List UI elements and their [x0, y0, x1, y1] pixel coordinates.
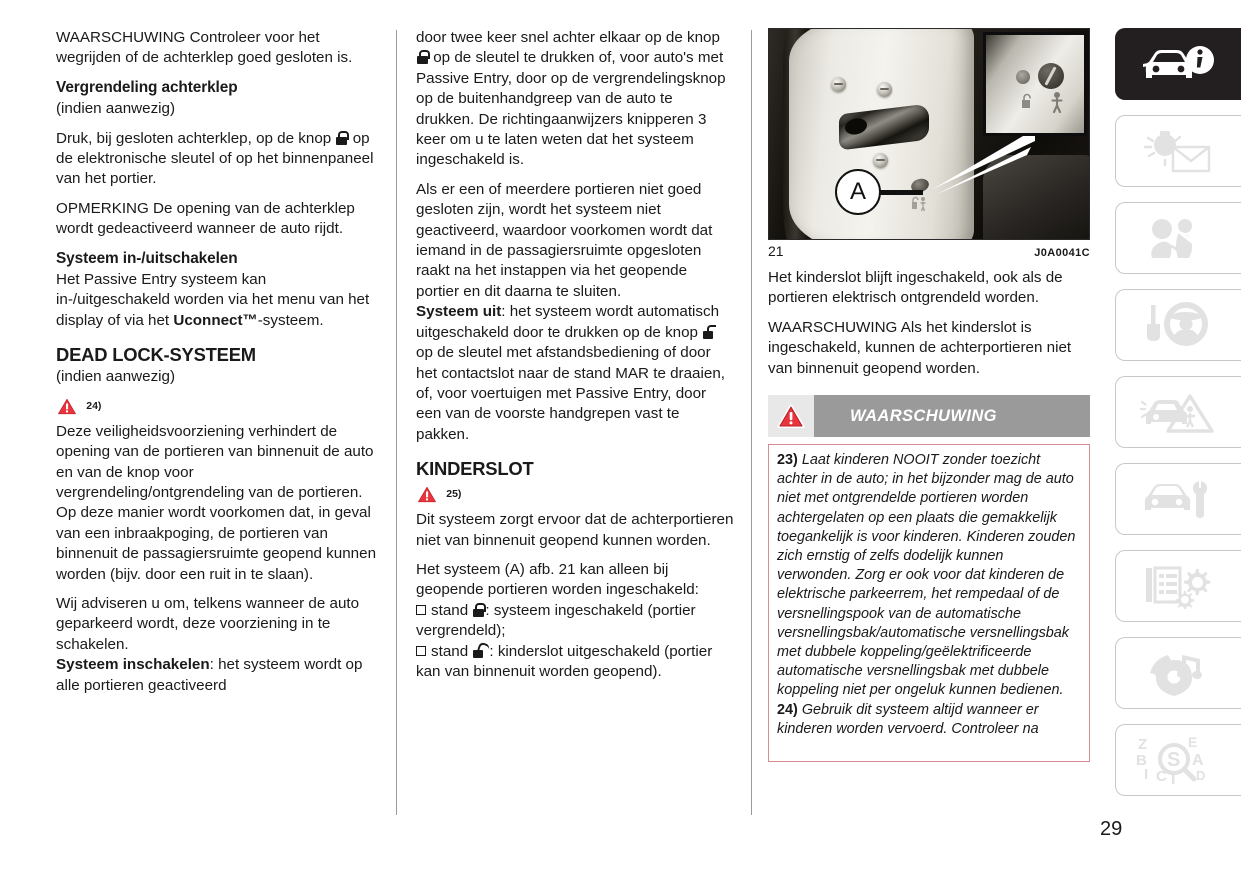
knop-sleutel-b: op de sleutel te drukken of, voor auto's met Passive Entry, door op de vergrendelingsknop op de buitenhandgreep van de auto te drukken. De richtingaanwijzers knipperen 3 keer om u te laten weten dat het systeem ingeschakeld is.: [416, 49, 726, 169]
tab-car-maintenance[interactable]: [1115, 463, 1241, 535]
reference-number-24: 24): [86, 399, 102, 412]
tab-emergency-roadside[interactable]: [1115, 376, 1241, 448]
dashboard-warning-lights-icon: [1140, 128, 1218, 174]
knop-sleutel-a: door twee keer snel achter elkaar op de knop: [416, 29, 720, 46]
tab-dashboard-warning-lights[interactable]: [1115, 115, 1241, 187]
svg-text:E: E: [1187, 735, 1197, 750]
lock-open-shackle-icon: [473, 644, 488, 658]
label-systeem-uit: Systeem uit: [416, 303, 502, 321]
paragraph-passive-entry-menu: [56, 270, 381, 331]
warning-triangle-icon-2: [416, 485, 438, 504]
figure-number: 21: [768, 243, 784, 259]
label-systeem-inschakelen: Systeem inschakelen: [56, 656, 210, 674]
inset-padlock-symbol: [1020, 93, 1038, 111]
paragraph-druk-knop-before: Druk, bij gesloten achterklep, op de knop: [56, 129, 332, 147]
warning-reference-24: [56, 397, 381, 416]
svg-text:S: S: [1166, 749, 1180, 771]
systeem-uit-b: op de sleutel met afstandsbediening of door het contactslot naar de stand MAR te draaien, of, voor voertuigen met Passive Entry, door een van de voorste handgrepen vast te pakken.: [416, 344, 725, 443]
photo-screw-2: [877, 82, 892, 97]
paragraph-kinderslot-description: Dit systeem zorgt ervoor dat de achterportieren niet van binnenuit geopend kunnen worden.: [416, 511, 734, 549]
svg-text:C: C: [1155, 768, 1167, 785]
technical-specifications-icon: [1140, 563, 1218, 609]
tab-technical-specifications[interactable]: [1115, 550, 1241, 622]
systeem-uit-a: : het systeem wordt automatisch uitgeschakeld door te drukken op de knop: [416, 303, 720, 341]
lock-open-icon: [703, 325, 714, 339]
paragraph-systeem-inschakelen: [56, 655, 381, 696]
tab-car-info[interactable]: [1115, 28, 1241, 100]
paragraph-deadlock-description: Deze veiligheidsvoorziening verhindert de opening van de portieren van binnenuit de auto en van de knop voor vergrendeling/ontgrendeling van de portieren. Op deze manier wordt voorkomen dat, in geval van een inbraakpoging, de portieren van binnenuit de passagiersruimte geopend kunnen worden (bijv. door een ruit in te slaan).: [56, 422, 377, 583]
svg-text:Z: Z: [1137, 736, 1147, 753]
emergency-roadside-icon: [1138, 390, 1220, 434]
paragraph-waarschuwing-kinderslot: WAARSCHUWING Als het kinderslot is ingeschakeld, kunnen de achterportieren niet van binnenuit geopend worden.: [768, 318, 1072, 377]
figure-photo-door-childlock: [768, 28, 1090, 240]
photo-screw-3: [873, 153, 888, 168]
svg-text:D: D: [1195, 768, 1205, 783]
key-steering-wheel-icon: [1140, 302, 1218, 348]
heading-systeem-in-uitschakelen: Systeem in-/uitschakelen: [56, 249, 238, 267]
paragraph-systeem-a-afb21: Het systeem (A) afb. 21 kan alleen bij geopende portieren worden ingeschakeld:: [416, 560, 699, 599]
column-divider-right: [751, 30, 752, 815]
tab-occupant-safety[interactable]: [1115, 202, 1241, 274]
warning-triangle-icon-3: [777, 404, 805, 429]
paragraph-tailgate-warning: WAARSCHUWING Controleer voor het wegrijden of de achterklep goed gesloten is.: [56, 29, 353, 67]
inset-rotary-lock: [1038, 63, 1064, 89]
lock-closed-icon-2: [417, 50, 428, 64]
svg-text:I: I: [1143, 766, 1148, 783]
figure-caption-row: [768, 243, 1090, 259]
car-info-icon: [1140, 43, 1218, 85]
page-number: 29: [1100, 818, 1123, 840]
warning-item-23: [777, 451, 1081, 701]
warning-item-23-number: 23): [777, 452, 798, 469]
heading-dead-lock-systeem: DEAD LOCK-SYSTEEM: [56, 344, 256, 366]
figure-21: [768, 28, 1090, 259]
warning-header-bar: [768, 395, 1090, 437]
heading-vergrendeling-achterklep: Vergrendeling achterklep: [56, 78, 238, 96]
paragraph-indien-aanwezig-2: (indien aanwezig): [56, 368, 176, 386]
heading-kinderslot: KINDERSLOT: [416, 458, 534, 480]
warning-triangle-icon: [56, 397, 78, 416]
square-bullet-icon-1: [416, 605, 426, 615]
figure-code: J0A0041C: [1034, 247, 1090, 259]
paragraph-druk-knop: [56, 129, 381, 190]
multimedia-icon: [1142, 649, 1216, 697]
stand-unlocked-b: : kinderslot uitgeschakeld (portier kan van binnenuit worden geopend).: [416, 642, 713, 680]
uconnect-brand: Uconnect™: [173, 311, 258, 329]
warning-item-24-text: Gebruik dit systeem altijd wanneer er kinderen worden vervoerd. Controleer na: [777, 701, 1039, 737]
paragraph-systeem-uit: [416, 302, 734, 445]
alphabetical-index-icon: [1136, 735, 1222, 785]
svg-text:A: A: [1191, 752, 1204, 769]
section-tab-rail: [1115, 28, 1241, 811]
warning-item-24-number: 24): [777, 701, 798, 718]
list-item-stand-locked: [416, 601, 734, 642]
lock-closed-icon: [336, 131, 347, 145]
paragraph-advies-inschakelen: Wij adviseren u om, telkens wanneer de auto geparkeerd wordt, deze voorziening in te schakelen.: [56, 594, 360, 653]
lock-closed-icon-3: [473, 603, 484, 617]
paragraph-opmerking-achterklep: OPMERKING De opening van de achterklep wordt gedeactiveerd wanneer de auto rijdt.: [56, 199, 355, 238]
passive-entry-text-a: Het Passive Entry systeem kan in-/uitgeschakeld worden via het menu van het display of via het: [56, 271, 370, 329]
text-column-1: [56, 28, 381, 705]
paragraph-knop-sleutel-drukken: [416, 28, 734, 171]
tab-multimedia[interactable]: [1115, 637, 1241, 709]
tab-alphabetical-index[interactable]: [1115, 724, 1241, 796]
paragraph-indien-aanwezig-1: (indien aanwezig): [56, 100, 176, 118]
paragraph-kinderslot-blijft: Het kinderslot blijft ingeschakeld, ook als de portieren elektrisch ontgrendeld worden.: [768, 269, 1063, 307]
photo-inset-leader-lines: [919, 125, 1039, 205]
inset-child-symbol: [1048, 91, 1066, 113]
photo-inset-detail: [983, 32, 1087, 136]
warning-item-24: [777, 701, 1081, 739]
text-column-3: [768, 28, 1090, 762]
stand-locked-a: stand: [431, 601, 469, 619]
systeem-inschakelen-rest: : het systeem wordt op alle portieren geactiveerd: [56, 656, 363, 694]
stand-locked-b: : systeem ingeschakeld (portier vergrendeld);: [416, 601, 696, 640]
square-bullet-icon-2: [416, 646, 426, 656]
warning-header-icon-cell: [768, 395, 814, 437]
list-item-stand-unlocked: [416, 642, 734, 683]
photo-callout-leader: [879, 190, 923, 195]
occupant-safety-icon: [1140, 214, 1218, 262]
warning-item-23-text: Laat kinderen NOOIT zonder toezicht achter in de auto; in het bijzonder mag de auto niet met ontgrendelde portieren worden achtergelaten op een plaats die gemakkelijk toegankelijk is voor kinderen. Kinderen zouden zich ernstig of zelfs dodelijk kunnen verwonden. Zorg er ook voor dat kinderen de elektrische parkeerrem, het rempedaal of de versnellingspook van de automatische versnellingsbak/automatische versnellingsbak met dubbele koppeling/geëlektrificeerde automatische versnellingsbak met dubbele koppeling niet per ongeluk kunnen bedienen.: [777, 452, 1076, 699]
svg-text:B: B: [1135, 752, 1147, 769]
inset-small-dot: [1016, 70, 1030, 84]
svg-text:T: T: [1167, 769, 1178, 785]
warning-header-title: WAARSCHUWING: [850, 406, 997, 425]
photo-screw-1: [831, 77, 846, 92]
reference-number-25: 25): [446, 488, 462, 501]
tab-key-steering-wheel[interactable]: [1115, 289, 1241, 361]
column-divider-left: [396, 30, 397, 815]
photo-callout-label-a: A: [835, 169, 881, 215]
car-maintenance-wrench-icon: [1139, 477, 1219, 521]
text-column-2: [416, 28, 734, 682]
passive-entry-text-b: -systeem.: [257, 311, 324, 329]
warning-body-box: [768, 444, 1090, 762]
warning-reference-25: [416, 485, 734, 504]
paragraph-portieren-niet-gesloten: Als er een of meerdere portieren niet goed gesloten zijn, wordt het systeem niet geactiveerd, waardoor voorkomen wordt dat iemand in de passagiersruimte opgesloten raakt na het instappen via het geopende portier en dit daarna te sluiten.: [416, 180, 713, 300]
paragraph-druk-knop-after: op de elektronische sleutel of op het binnenpaneel van het portier.: [56, 129, 374, 188]
stand-unlocked-a: stand: [431, 642, 469, 660]
